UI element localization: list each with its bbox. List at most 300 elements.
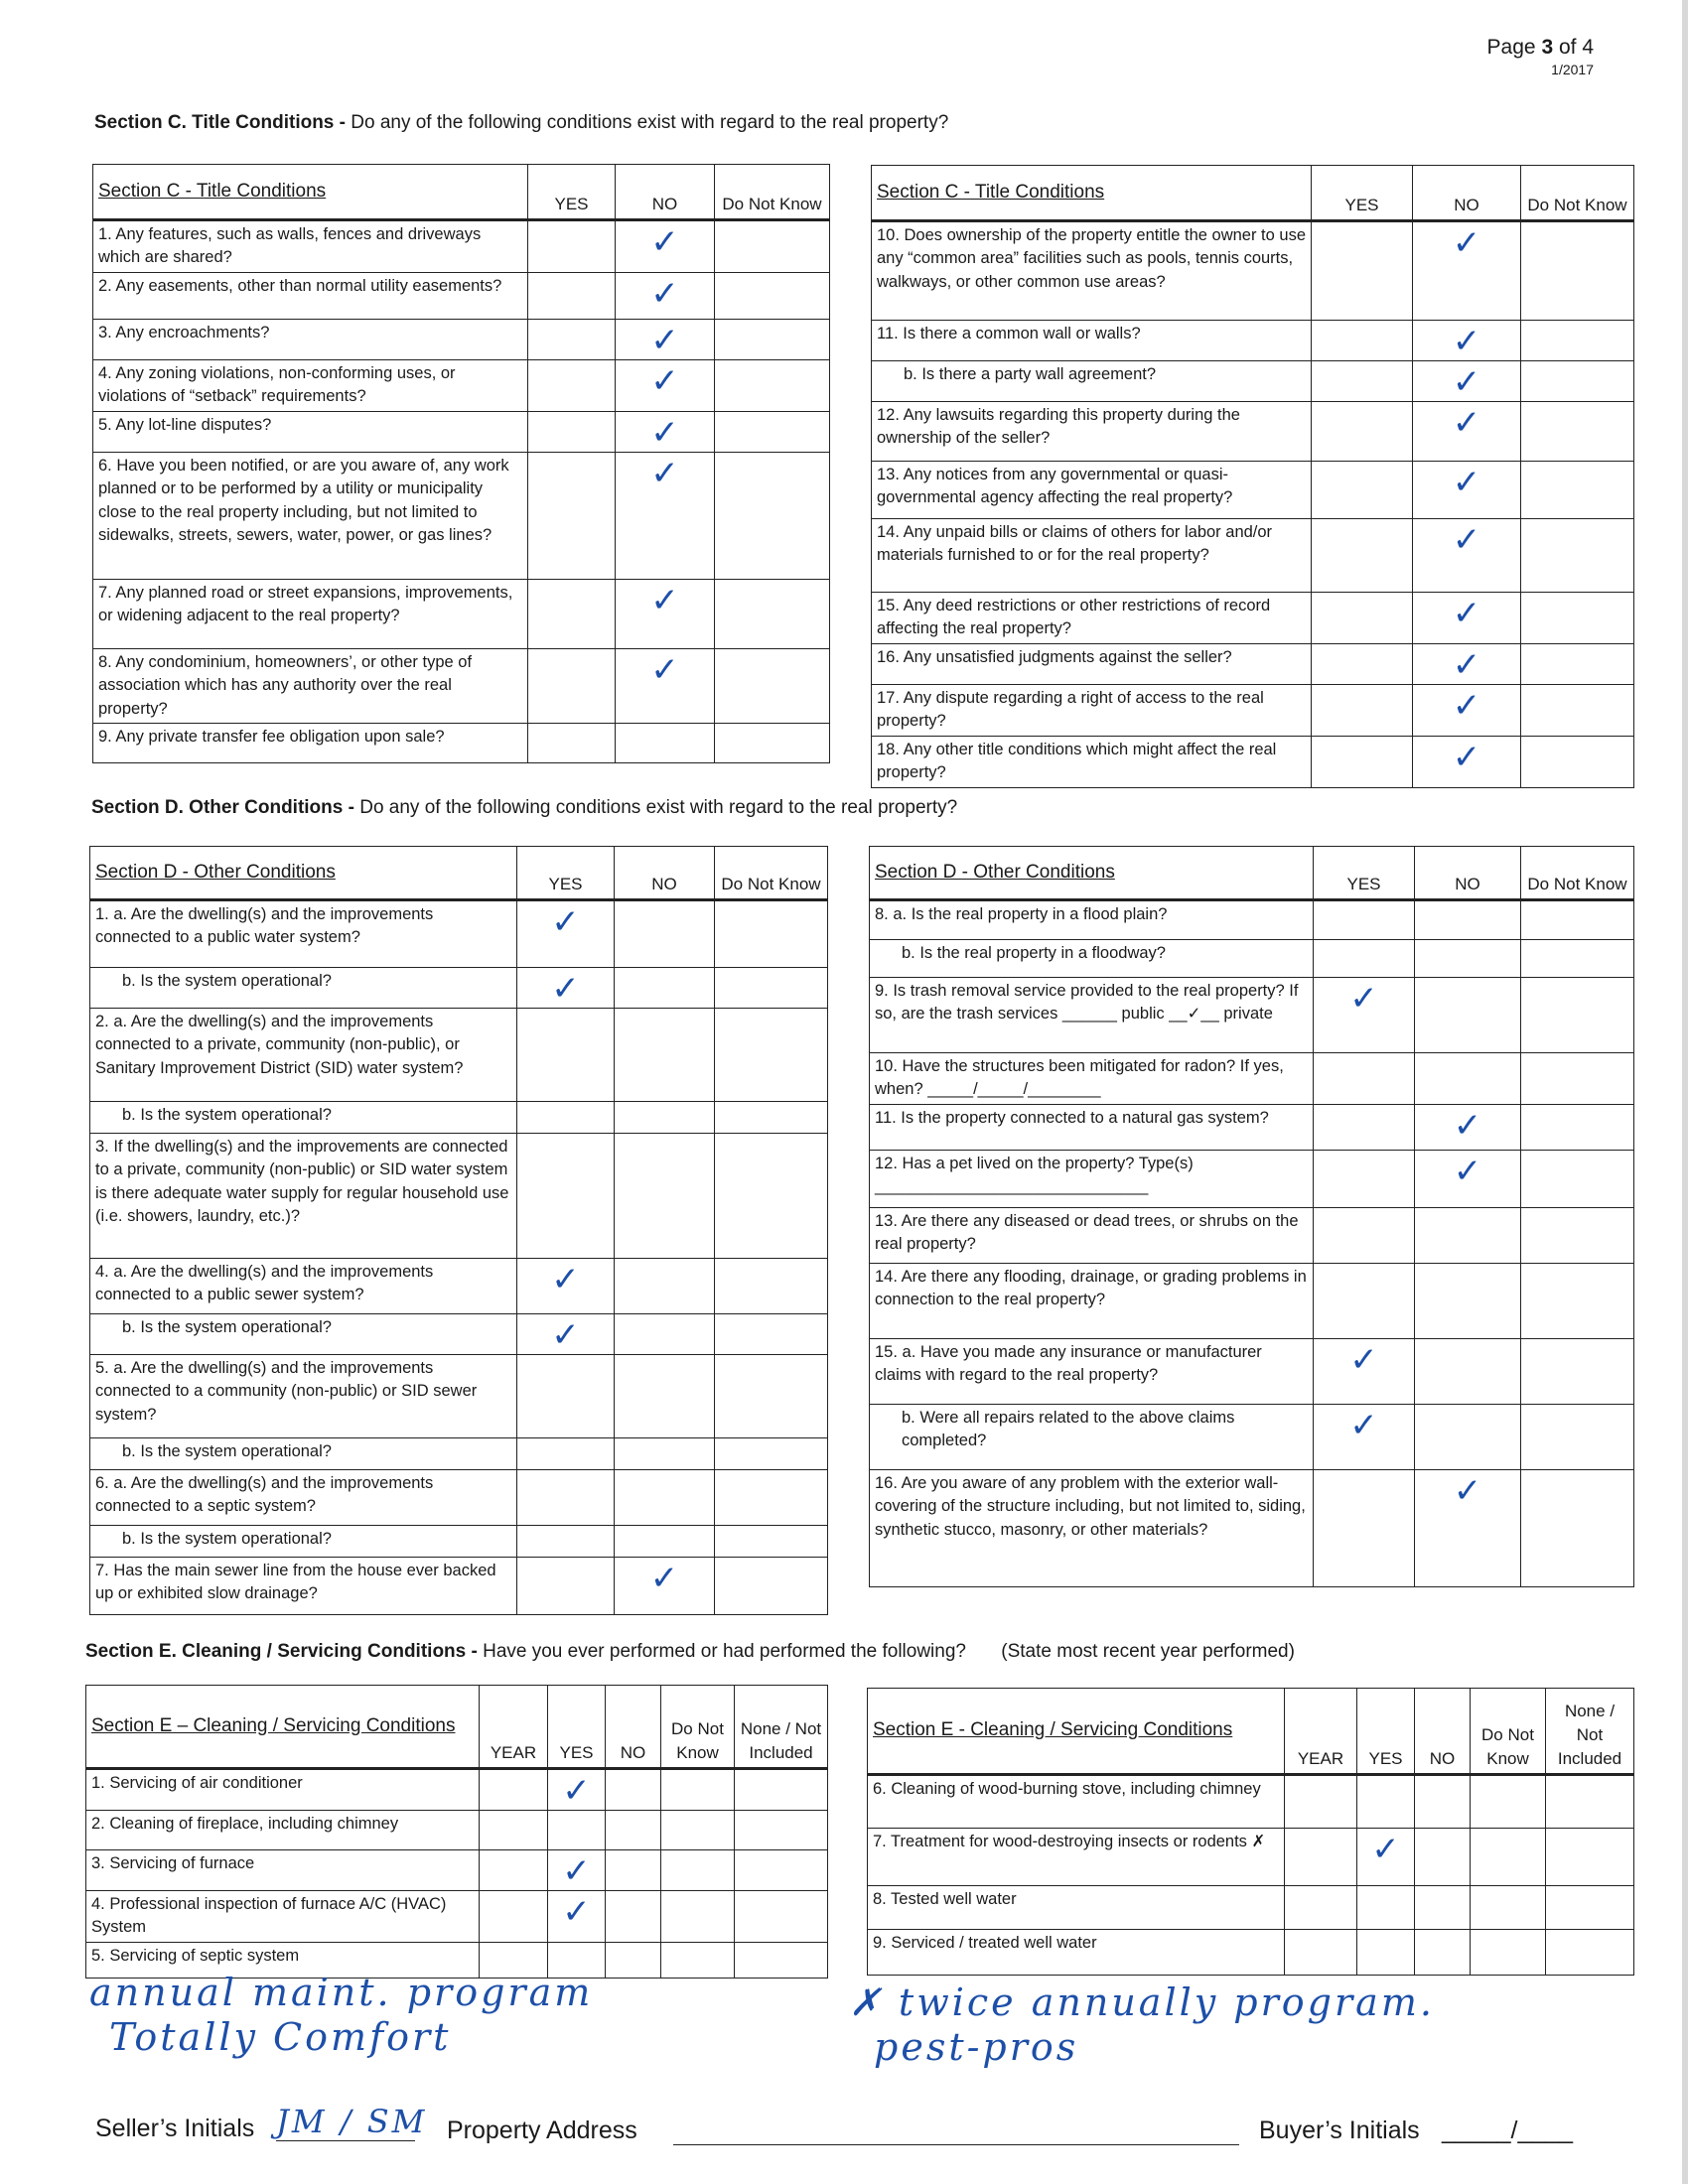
page-edge — [1682, 0, 1688, 2184]
check-mark-icon: ✓ — [1453, 1105, 1482, 1146]
col-no: NO — [1415, 847, 1521, 900]
do-not-know-cell[interactable] — [715, 1558, 828, 1615]
question-text: 8. Tested well water — [868, 1886, 1285, 1930]
table-row — [870, 1207, 1634, 1263]
yes-cell[interactable] — [1314, 1053, 1415, 1105]
yes-cell[interactable] — [517, 1009, 615, 1102]
table-row — [90, 1314, 828, 1355]
yes-cell[interactable] — [528, 579, 616, 648]
col-no: NO — [606, 1686, 661, 1769]
do-not-know-cell[interactable] — [1521, 321, 1634, 361]
question-text: 16. Are you aware of any problem with the exterior wall-covering of the structure including, but not limited to, siding, synthetic stucco, masonry, or other materials? — [870, 1469, 1314, 1586]
no-cell[interactable] — [1413, 402, 1521, 462]
no-cell[interactable] — [616, 411, 715, 452]
yes-cell[interactable] — [1357, 1775, 1415, 1829]
do-not-know-cell[interactable] — [1471, 1775, 1546, 1829]
do-not-know-cell[interactable] — [661, 1811, 735, 1850]
no-cell[interactable] — [1413, 593, 1521, 644]
none-not-included-cell[interactable] — [735, 1850, 828, 1891]
section-e-left-table — [85, 1685, 828, 1979]
question-text: 18. Any other title conditions which might affect the real property? — [872, 736, 1312, 787]
check-mark-icon: ✓ — [1452, 403, 1481, 443]
no-cell[interactable] — [616, 648, 715, 723]
question-text: 7. Treatment for wood-destroying insects or rodents ✗ — [868, 1829, 1285, 1886]
section-e-heading-text: Have you ever performed or had performed the following? — [477, 1641, 966, 1662]
table-row — [90, 1526, 828, 1558]
table-row — [870, 1263, 1634, 1338]
buyer-initials-value[interactable]: _____/____ — [1442, 2116, 1574, 2144]
no-cell[interactable] — [1415, 1930, 1471, 1976]
yes-cell[interactable] — [517, 1134, 615, 1259]
no-cell[interactable] — [606, 1811, 661, 1850]
question-text: 14. Any unpaid bills or claims of others for labor and/or materials furnished to or for the real property? — [872, 519, 1312, 593]
no-cell[interactable] — [1415, 1104, 1521, 1150]
do-not-know-cell[interactable] — [661, 1850, 735, 1891]
question-text: b. Is the system operational? — [90, 1526, 517, 1558]
check-mark-icon: ✓ — [1452, 737, 1481, 777]
yes-cell[interactable] — [1314, 900, 1415, 940]
no-cell[interactable] — [615, 1526, 715, 1558]
no-cell[interactable] — [615, 900, 715, 968]
no-cell[interactable] — [606, 1891, 661, 1943]
question-text: 4. Any zoning violations, non-conforming uses, or violations of “setback” requirements? — [93, 359, 528, 411]
table-row — [90, 1355, 828, 1438]
question-text: 3. If the dwelling(s) and the improvements are connected to a private, community (non-public) or SID water system is there adequate water supply for regular household use (i.e. showers, laundry, etc.)? — [90, 1134, 517, 1259]
check-mark-icon: ✓ — [562, 1771, 591, 1811]
col-none-not-included: None / Not Included — [1546, 1689, 1634, 1775]
yes-cell[interactable] — [517, 1470, 615, 1526]
check-mark-icon: ✓ — [1452, 644, 1481, 685]
table-row — [93, 319, 830, 359]
yes-cell[interactable] — [1312, 321, 1413, 361]
do-not-know-cell[interactable] — [715, 968, 828, 1009]
no-cell[interactable] — [615, 1438, 715, 1470]
no-cell[interactable] — [615, 1009, 715, 1102]
no-cell[interactable] — [1413, 321, 1521, 361]
question-text: b. Is the system operational? — [90, 1102, 517, 1134]
section-c-heading — [94, 112, 948, 134]
yes-cell[interactable] — [1312, 361, 1413, 402]
check-mark-icon: ✓ — [551, 1260, 580, 1299]
table-row — [872, 402, 1634, 462]
check-mark-icon: ✓ — [650, 453, 679, 493]
table-row — [868, 1930, 1634, 1976]
yes-cell[interactable] — [1314, 1263, 1415, 1338]
no-cell[interactable] — [1415, 1263, 1521, 1338]
table-row — [872, 684, 1634, 736]
check-mark-icon: ✓ — [551, 969, 580, 1009]
question-text: 3. Servicing of furnace — [86, 1850, 480, 1891]
do-not-know-cell[interactable] — [1521, 643, 1634, 684]
year-cell[interactable] — [1285, 1930, 1357, 1976]
no-cell[interactable] — [615, 1314, 715, 1355]
yes-cell[interactable] — [517, 1102, 615, 1134]
table-row — [870, 900, 1634, 940]
yes-cell[interactable] — [1357, 1886, 1415, 1930]
yes-cell[interactable] — [517, 1558, 615, 1615]
yes-cell[interactable] — [1314, 1404, 1415, 1469]
yes-cell[interactable] — [1357, 1930, 1415, 1976]
table-row — [90, 1134, 828, 1259]
question-text: 13. Are there any diseased or dead trees, or shrubs on the real property? — [870, 1207, 1314, 1263]
yes-cell[interactable] — [1314, 1104, 1415, 1150]
do-not-know-cell[interactable] — [1521, 462, 1634, 519]
do-not-know-cell[interactable] — [1521, 1338, 1634, 1404]
no-cell[interactable] — [606, 1942, 661, 1978]
check-mark-icon: ✓ — [1452, 463, 1481, 502]
section-d-heading-bold: Section D. Other Conditions - — [91, 797, 354, 818]
do-not-know-cell[interactable] — [715, 648, 830, 723]
table-row — [868, 1775, 1634, 1829]
yes-cell[interactable] — [548, 1769, 606, 1811]
question-text: 12. Any lawsuits regarding this property during the ownership of the seller? — [872, 402, 1312, 462]
yes-cell[interactable] — [528, 411, 616, 452]
section-d-heading-text: Do any of the following conditions exist with regard to the real property? — [353, 797, 958, 818]
table-row — [872, 361, 1634, 402]
no-cell[interactable] — [616, 220, 715, 273]
do-not-know-cell[interactable] — [715, 411, 830, 452]
do-not-know-cell[interactable] — [1521, 1469, 1634, 1586]
table-row — [870, 1469, 1634, 1586]
yes-cell[interactable] — [1314, 1338, 1415, 1404]
year-cell[interactable] — [1285, 1886, 1357, 1930]
do-not-know-cell[interactable] — [1521, 1207, 1634, 1263]
year-cell[interactable] — [480, 1769, 548, 1811]
no-cell[interactable] — [615, 968, 715, 1009]
table-row — [872, 519, 1634, 593]
check-mark-icon: ✓ — [650, 320, 679, 360]
no-cell[interactable] — [606, 1850, 661, 1891]
yes-cell[interactable] — [548, 1811, 606, 1850]
handwritten-note-left-2: Totally Comfort — [109, 2015, 452, 2059]
no-cell[interactable] — [1415, 1469, 1521, 1586]
none-not-included-cell[interactable] — [735, 1942, 828, 1978]
section-c-table-title-right: Section C - Title Conditions — [872, 166, 1312, 221]
no-cell[interactable] — [616, 579, 715, 648]
table-row — [93, 452, 830, 579]
question-text: 2. Any easements, other than normal utility easements? — [93, 272, 528, 319]
no-cell[interactable] — [1413, 643, 1521, 684]
question-text: b. Is the system operational? — [90, 1314, 517, 1355]
do-not-know-cell[interactable] — [715, 723, 830, 762]
table-row — [870, 1053, 1634, 1105]
do-not-know-cell[interactable] — [715, 452, 830, 579]
no-cell[interactable] — [616, 319, 715, 359]
section-c-heading-bold: Section C. Title Conditions - — [94, 112, 346, 133]
no-cell[interactable] — [616, 359, 715, 411]
none-not-included-cell[interactable] — [1546, 1829, 1634, 1886]
yes-cell[interactable] — [1312, 462, 1413, 519]
section-c-right-table — [871, 165, 1634, 788]
check-mark-icon: ✓ — [650, 360, 679, 401]
do-not-know-cell[interactable] — [715, 1259, 828, 1314]
yes-cell[interactable] — [1357, 1829, 1415, 1886]
col-do-not-know: Do Not Know — [715, 165, 830, 220]
do-not-know-cell[interactable] — [715, 1355, 828, 1438]
yes-cell[interactable] — [517, 1526, 615, 1558]
yes-cell[interactable] — [528, 723, 616, 762]
no-cell[interactable] — [1415, 1886, 1471, 1930]
no-cell[interactable] — [616, 452, 715, 579]
do-not-know-cell[interactable] — [1521, 900, 1634, 940]
yes-cell[interactable] — [1312, 643, 1413, 684]
section-c-heading-text: Do any of the following conditions exist with regard to the real property? — [345, 112, 949, 133]
check-mark-icon: ✓ — [1452, 520, 1481, 560]
section-c-table-title: Section C - Title Conditions — [93, 165, 528, 220]
do-not-know-cell[interactable] — [715, 220, 830, 273]
yes-cell[interactable] — [1314, 1150, 1415, 1207]
property-address-label: Property Address — [447, 2116, 637, 2144]
no-cell[interactable] — [615, 1558, 715, 1615]
do-not-know-cell[interactable] — [1471, 1886, 1546, 1930]
do-not-know-cell[interactable] — [715, 1314, 828, 1355]
check-mark-icon: ✓ — [562, 1892, 591, 1932]
do-not-know-cell[interactable] — [1521, 221, 1634, 321]
yes-cell[interactable] — [517, 1314, 615, 1355]
do-not-know-cell[interactable] — [715, 1009, 828, 1102]
table-row — [90, 1102, 828, 1134]
table-row — [86, 1891, 828, 1943]
do-not-know-cell[interactable] — [715, 1102, 828, 1134]
table-row — [93, 359, 830, 411]
yes-cell[interactable] — [528, 452, 616, 579]
no-cell[interactable] — [615, 1355, 715, 1438]
no-cell[interactable] — [1415, 1338, 1521, 1404]
no-cell[interactable] — [616, 272, 715, 319]
section-d-right-table — [869, 846, 1634, 1587]
question-text: 7. Any planned road or street expansions, improvements, or widening adjacent to the real property? — [93, 579, 528, 648]
question-text: 2. a. Are the dwelling(s) and the improvements connected to a private, community (non-public), or Sanitary Improvement District (SID) water system? — [90, 1009, 517, 1102]
do-not-know-cell[interactable] — [1521, 940, 1634, 978]
yes-cell[interactable] — [517, 1259, 615, 1314]
do-not-know-cell[interactable] — [1521, 684, 1634, 736]
table-row — [872, 462, 1634, 519]
table-row — [870, 1104, 1634, 1150]
table-row — [90, 900, 828, 968]
col-no: NO — [616, 165, 715, 220]
year-cell[interactable] — [1285, 1829, 1357, 1886]
no-cell[interactable] — [1415, 940, 1521, 978]
yes-cell[interactable] — [517, 900, 615, 968]
no-cell[interactable] — [1415, 1207, 1521, 1263]
table-row — [90, 1009, 828, 1102]
yes-cell[interactable] — [528, 359, 616, 411]
question-text: 13. Any notices from any governmental or quasi-governmental agency affecting the real property? — [872, 462, 1312, 519]
yes-cell[interactable] — [1314, 1207, 1415, 1263]
no-cell[interactable] — [1415, 900, 1521, 940]
no-cell[interactable] — [606, 1769, 661, 1811]
question-text: 7. Has the main sewer line from the house ever backed up or exhibited slow drainage? — [90, 1558, 517, 1615]
no-cell[interactable] — [1413, 361, 1521, 402]
question-text: 9. Is trash removal service provided to the real property? If so, are the trash services ______ public __✓__ private — [870, 978, 1314, 1053]
table-row — [872, 736, 1634, 787]
question-text: 11. Is there a common wall or walls? — [872, 321, 1312, 361]
no-cell[interactable] — [1415, 1053, 1521, 1105]
yes-cell[interactable] — [517, 1355, 615, 1438]
do-not-know-cell[interactable] — [715, 1134, 828, 1259]
none-not-included-cell[interactable] — [735, 1891, 828, 1943]
yes-cell[interactable] — [1312, 684, 1413, 736]
do-not-know-cell[interactable] — [715, 319, 830, 359]
col-yes: YES — [1357, 1689, 1415, 1775]
year-cell[interactable] — [480, 1891, 548, 1943]
do-not-know-cell[interactable] — [1471, 1930, 1546, 1976]
page-date: 1/2017 — [1551, 62, 1594, 77]
no-cell[interactable] — [1415, 978, 1521, 1053]
seller-initials-label: Seller’s Initials — [95, 2115, 255, 2142]
yes-cell[interactable] — [528, 648, 616, 723]
question-text: 10. Does ownership of the property entitle the owner to use any “common area” facilities such as pools, tennis courts, walkways, or other common use areas? — [872, 221, 1312, 321]
yes-cell[interactable] — [548, 1850, 606, 1891]
col-no: NO — [1413, 166, 1521, 221]
no-cell[interactable] — [1415, 1404, 1521, 1469]
yes-cell[interactable] — [517, 1438, 615, 1470]
section-e-heading-bold: Section E. Cleaning / Servicing Conditions - — [85, 1641, 478, 1662]
section-e-heading — [85, 1641, 1295, 1663]
col-do-not-know: Do Not Know — [715, 847, 828, 900]
do-not-know-cell[interactable] — [1521, 1150, 1634, 1207]
page-of: of 4 — [1558, 36, 1594, 59]
yes-cell[interactable] — [1314, 978, 1415, 1053]
page-number — [1487, 36, 1594, 77]
yes-cell[interactable] — [1312, 221, 1413, 321]
no-cell[interactable] — [615, 1134, 715, 1259]
table-row — [93, 723, 830, 762]
check-mark-icon: ✓ — [649, 1559, 679, 1598]
col-yes: YES — [1314, 847, 1415, 900]
do-not-know-cell[interactable] — [1471, 1829, 1546, 1886]
question-text: 10. Have the structures been mitigated for radon? If yes, when? _____/_____/________ — [870, 1053, 1314, 1105]
yes-cell[interactable] — [1312, 593, 1413, 644]
question-text: 2. Cleaning of fireplace, including chimney — [86, 1811, 480, 1850]
none-not-included-cell[interactable] — [735, 1811, 828, 1850]
do-not-know-cell[interactable] — [715, 1438, 828, 1470]
do-not-know-cell[interactable] — [661, 1891, 735, 1943]
check-mark-icon: ✓ — [1371, 1830, 1400, 1869]
question-text: 4. Professional inspection of furnace A/C (HVAC) System — [86, 1891, 480, 1943]
col-do-not-know: Do Not Know — [1521, 166, 1634, 221]
yes-cell[interactable] — [528, 272, 616, 319]
question-text: b. Is the real property in a floodway? — [870, 940, 1314, 978]
year-cell[interactable] — [480, 1811, 548, 1850]
no-cell[interactable] — [1413, 221, 1521, 321]
check-mark-icon: ✓ — [551, 902, 580, 942]
do-not-know-cell[interactable] — [715, 900, 828, 968]
no-cell[interactable] — [1415, 1829, 1471, 1886]
question-text: 9. Serviced / treated well water — [868, 1930, 1285, 1976]
no-cell[interactable] — [1413, 736, 1521, 787]
none-not-included-cell[interactable] — [1546, 1775, 1634, 1829]
yes-cell[interactable] — [1314, 1469, 1415, 1586]
check-mark-icon: ✓ — [650, 580, 679, 620]
no-cell[interactable] — [1415, 1150, 1521, 1207]
question-text: 4. a. Are the dwelling(s) and the improvements connected to a public sewer system? — [90, 1259, 517, 1314]
check-mark-icon: ✓ — [1453, 1151, 1482, 1191]
do-not-know-cell[interactable] — [715, 359, 830, 411]
none-not-included-cell[interactable] — [735, 1769, 828, 1811]
buyer-initials-label: Buyer’s Initials — [1259, 2116, 1420, 2144]
property-address-line[interactable] — [673, 2144, 1239, 2145]
no-cell[interactable] — [616, 723, 715, 762]
no-cell[interactable] — [615, 1259, 715, 1314]
yes-cell[interactable] — [1312, 519, 1413, 593]
year-cell[interactable] — [1285, 1775, 1357, 1829]
table-row — [93, 579, 830, 648]
do-not-know-cell[interactable] — [1521, 519, 1634, 593]
section-e-right-table — [867, 1688, 1634, 1976]
do-not-know-cell[interactable] — [1521, 736, 1634, 787]
question-text: 8. Any condominium, homeowners’, or other type of association which has any authority over the real property? — [93, 648, 528, 723]
col-no: NO — [615, 847, 715, 900]
question-text: 6. Cleaning of wood-burning stove, including chimney — [868, 1775, 1285, 1829]
do-not-know-cell[interactable] — [1521, 1404, 1634, 1469]
no-cell[interactable] — [615, 1102, 715, 1134]
question-text: b. Is the system operational? — [90, 968, 517, 1009]
col-do-not-know: Do Not Know — [1471, 1689, 1546, 1775]
yes-cell[interactable] — [528, 319, 616, 359]
seller-initials-value[interactable]: JM / SM — [276, 2103, 428, 2140]
none-not-included-cell[interactable] — [1546, 1930, 1634, 1976]
none-not-included-cell[interactable] — [1546, 1886, 1634, 1930]
no-cell[interactable] — [1413, 684, 1521, 736]
do-not-know-cell[interactable] — [1521, 1104, 1634, 1150]
table-row — [872, 593, 1634, 644]
check-mark-icon: ✓ — [650, 649, 679, 690]
do-not-know-cell[interactable] — [1521, 593, 1634, 644]
check-mark-icon: ✓ — [551, 1315, 580, 1355]
do-not-know-cell[interactable] — [1521, 978, 1634, 1053]
year-cell[interactable] — [480, 1850, 548, 1891]
check-mark-icon: ✓ — [650, 273, 679, 314]
yes-cell[interactable] — [1314, 940, 1415, 978]
do-not-know-cell[interactable] — [661, 1769, 735, 1811]
question-text: 9. Any private transfer fee obligation upon sale? — [93, 723, 528, 762]
do-not-know-cell[interactable] — [1521, 1053, 1634, 1105]
yes-cell[interactable] — [1312, 736, 1413, 787]
no-cell[interactable] — [1413, 519, 1521, 593]
do-not-know-cell[interactable] — [715, 1526, 828, 1558]
table-row — [90, 1470, 828, 1526]
check-mark-icon: ✓ — [1349, 979, 1378, 1019]
do-not-know-cell[interactable] — [715, 1470, 828, 1526]
handwritten-note-right-2: pest-pros — [874, 2025, 1079, 2069]
question-text: 15. a. Have you made any insurance or manufacturer claims with regard to the real property? — [870, 1338, 1314, 1404]
check-mark-icon: ✓ — [1349, 1339, 1378, 1380]
no-cell[interactable] — [615, 1470, 715, 1526]
handwritten-note-right-1: ✗ twice annually program. — [849, 1980, 1435, 2024]
table-row — [93, 272, 830, 319]
no-cell[interactable] — [1415, 1775, 1471, 1829]
yes-cell[interactable] — [528, 220, 616, 273]
do-not-know-cell[interactable] — [1521, 361, 1634, 402]
do-not-know-cell[interactable] — [661, 1942, 735, 1978]
check-mark-icon: ✓ — [562, 1851, 591, 1891]
question-text: 1. Any features, such as walls, fences and driveways which are shared? — [93, 220, 528, 273]
do-not-know-cell[interactable] — [715, 579, 830, 648]
col-yes: YES — [548, 1686, 606, 1769]
yes-cell[interactable] — [517, 968, 615, 1009]
no-cell[interactable] — [1413, 462, 1521, 519]
do-not-know-cell[interactable] — [1521, 402, 1634, 462]
yes-cell[interactable] — [1312, 402, 1413, 462]
table-row — [90, 1558, 828, 1615]
do-not-know-cell[interactable] — [1521, 1263, 1634, 1338]
do-not-know-cell[interactable] — [715, 272, 830, 319]
table-row — [90, 1259, 828, 1314]
yes-cell[interactable] — [548, 1891, 606, 1943]
table-row — [872, 643, 1634, 684]
question-text: b. Is there a party wall agreement? — [872, 361, 1312, 402]
